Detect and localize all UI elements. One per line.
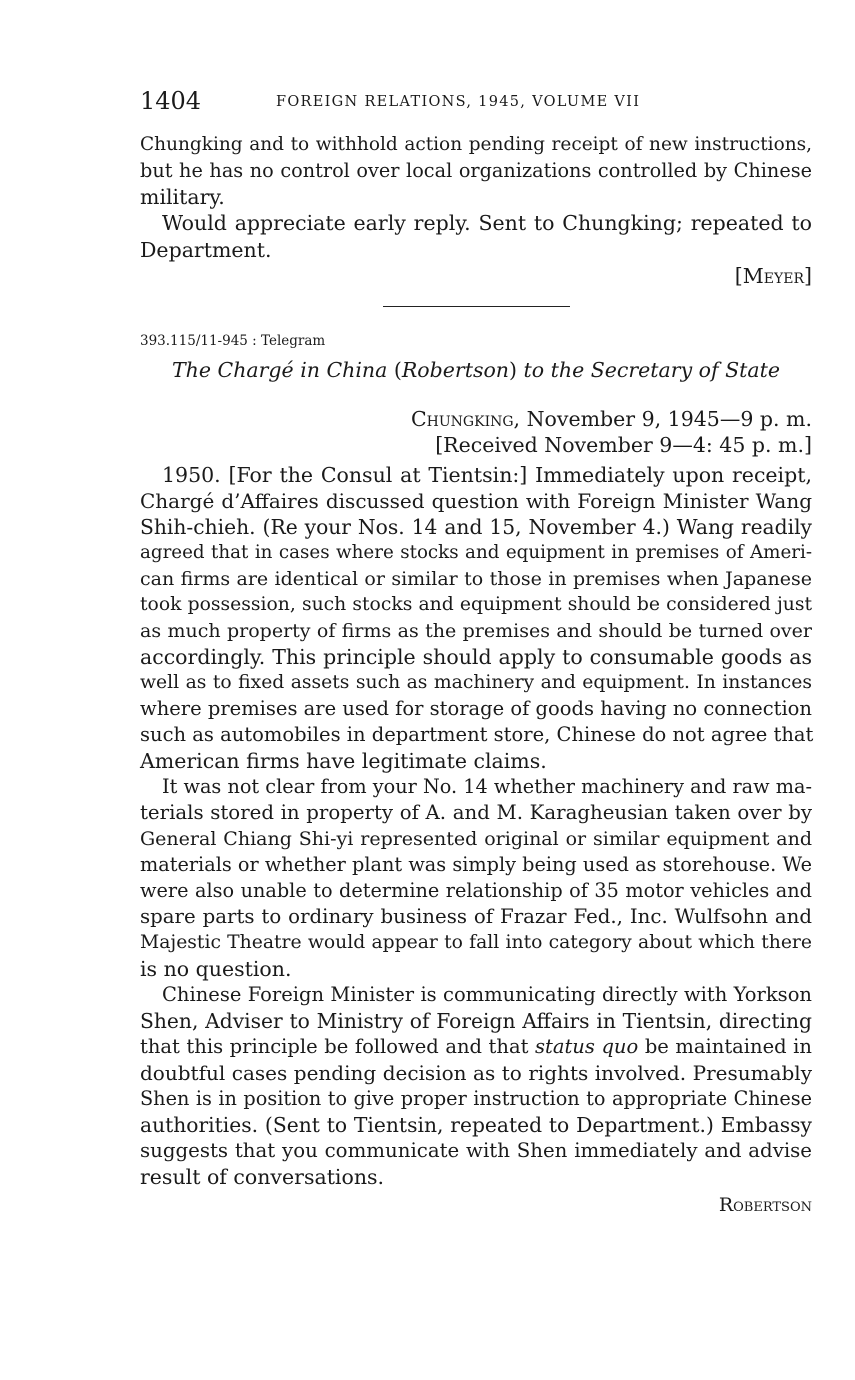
text-line: can firms are identical or similar to those in premises when Japanese — [140, 568, 812, 590]
text-line: materials or whether plant was simply being used as storehouse. We — [140, 853, 812, 876]
text-line: authorities. (Sent to Tientsin, repeated to Department.) Embassy — [140, 1113, 812, 1137]
text-line: It was not clear from your No. 14 whether machinery and raw ma- — [162, 775, 812, 798]
text-line: Chinese Foreign Minister is communicating directly with Yorkson — [162, 983, 812, 1006]
status-quo-italic: status quo — [535, 1035, 639, 1058]
text-line: as much property of firms as the premises and should be turned over — [140, 620, 812, 642]
text-line: but he has no control over local organizations controlled by Chinese — [140, 159, 812, 182]
text-line: were also unable to determine relationship of 35 motor vehicles and — [140, 879, 812, 902]
text-line: doubtful cases pending decision as to rights involved. Presumably — [140, 1061, 812, 1085]
text-line: that this principle be followed and that status quo be maintained in — [140, 1035, 812, 1058]
file-reference: 393.115/11-945 : Telegram — [140, 333, 326, 349]
text-line: General Chiang Shi-yi represented original or similar equipment and — [140, 828, 812, 850]
text-line: Chungking and to withhold action pending receipt of new instructions, — [140, 134, 812, 155]
document-title: The Chargé in China (Robertson) to the Secretary of State — [172, 358, 780, 382]
text-line: is no question. — [140, 957, 292, 981]
section-divider — [383, 306, 570, 307]
text-line: American firms have legitimate claims. — [140, 749, 547, 773]
text-line: accordingly. This principle should apply to consumable goods as — [140, 645, 812, 669]
text-line: result of conversations. — [140, 1165, 385, 1189]
text-line: terials stored in property of A. and M. Karagheusian taken over by — [140, 801, 812, 824]
running-head: FOREIGN RELATIONS, 1945, VOLUME VII — [276, 94, 641, 110]
text-line: agreed that in cases where stocks and equipment in premises of Ameri- — [140, 542, 812, 563]
dateline-sent: Chungking, November 9, 1945—9 p. m. — [410, 407, 812, 431]
text-line: Department. — [140, 238, 272, 262]
signature-meyer: [Meyer] — [734, 264, 812, 288]
dateline-place: Chungking — [410, 407, 514, 431]
text-line: Shen, Adviser to Ministry of Foreign Affairs in Tientsin, directing — [140, 1009, 812, 1033]
text-line: well as to fixed assets such as machinery and equipment. In instances — [140, 672, 812, 693]
text-line: Chargé d’Affaires discussed question with Foreign Minister Wang — [140, 489, 812, 513]
dateline-received: [Received November 9—4: 45 p. m.] — [435, 433, 812, 457]
text-line: took possession, such stocks and equipment should be considered just — [140, 594, 812, 615]
text-line: where premises are used for storage of goods having no connection — [140, 697, 812, 720]
text-line: 1950. [For the Consul at Tientsin:] Immediately upon receipt, — [162, 463, 812, 487]
text-line: military. — [140, 185, 225, 209]
text-line: Shen is in position to give proper instruction to appropriate Chinese — [140, 1087, 812, 1110]
text-line: suggests that you communicate with Shen immediately and advise — [140, 1139, 812, 1162]
text-line: spare parts to ordinary business of Frazar Fed., Inc. Wulfsohn and — [140, 905, 812, 928]
text-line: Shih-chieh. (Re your Nos. 14 and 15, November 4.) Wang readily — [140, 515, 812, 539]
text-line: such as automobiles in department store, Chinese do not agree that — [140, 723, 814, 746]
text-line: Majestic Theatre would appear to fall into category about which there — [140, 932, 812, 953]
page-header — [140, 86, 812, 116]
signature-robertson: Robertson — [718, 1194, 812, 1216]
text-line: Would appreciate early reply. Sent to Chungking; repeated to — [162, 211, 812, 235]
page-number: 1404 — [140, 87, 202, 115]
